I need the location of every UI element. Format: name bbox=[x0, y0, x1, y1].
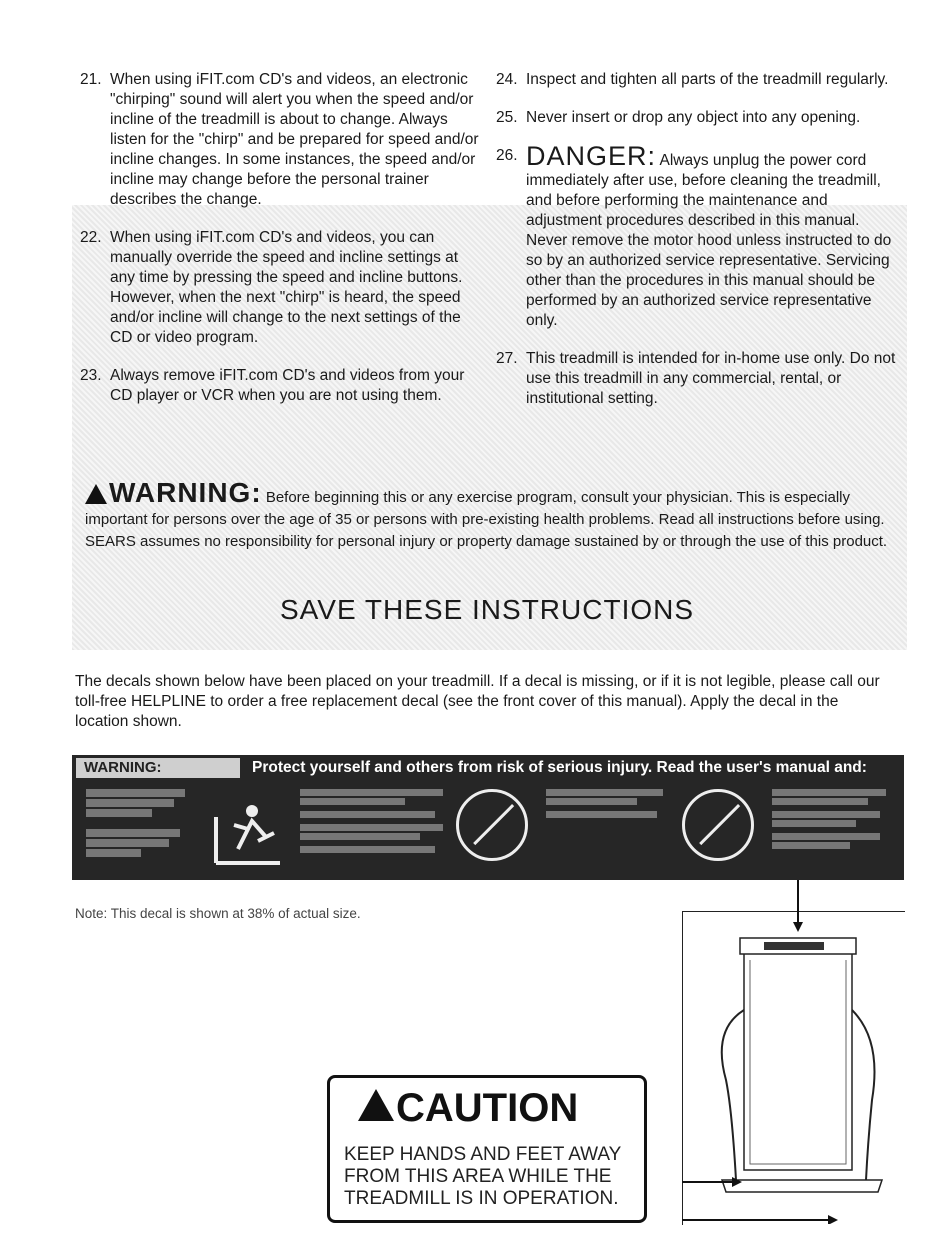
decal-intro-text: The decals shown below have been placed on your treadmill. If a decal is missing, or if it is not legible, please call our toll-free HELPLINE to order a free replacement decal (see the front cover of this manual). Apply the decal in the location shown. bbox=[75, 673, 880, 730]
instruction-number: 24. bbox=[496, 71, 518, 88]
treadmill-illustration bbox=[682, 880, 904, 1224]
instruction-number: 22. bbox=[80, 229, 102, 246]
instruction-item-23 bbox=[80, 366, 480, 406]
warning-decal-header bbox=[72, 755, 904, 781]
instruction-number: 25. bbox=[496, 109, 518, 126]
instructions-right-column bbox=[496, 70, 896, 427]
caution-title bbox=[358, 1086, 578, 1131]
decal-column-4 bbox=[772, 789, 892, 851]
decal-column-2 bbox=[300, 789, 450, 855]
instruction-text: When using iFIT.com CD's and videos, you can manually override the speed and incline settings at any time by pressing the speed and incline buttons. However, when the next "chirp" is heard, the speed and/or incline will change to the next settings of the CD or video program. bbox=[110, 229, 463, 346]
warning-triangle-icon bbox=[85, 484, 107, 504]
save-instructions-heading: SAVE THESE INSTRUCTIONS bbox=[280, 594, 695, 625]
instruction-item-26 bbox=[496, 141, 896, 331]
instruction-number: 21. bbox=[80, 71, 102, 88]
warning-decal-body bbox=[72, 785, 904, 877]
instruction-text: Inspect and tighten all parts of the treadmill regularly. bbox=[526, 71, 889, 88]
caution-line: FROM THIS AREA WHILE THE bbox=[344, 1166, 612, 1187]
instruction-item-22 bbox=[80, 228, 480, 348]
danger-text: Always unplug the power cord immediately after use, before cleaning the treadmill, and before performing the maintenance and adjustment procedures described in this manual. Never remove the motor hood unless instructed to do so by an authorized service representative. Servicing other than the procedures in this manual should be performed by an authorized service representative only. bbox=[526, 152, 892, 329]
decal-column-1 bbox=[86, 789, 196, 859]
danger-word: DANGER: bbox=[526, 141, 657, 171]
instruction-text bbox=[526, 141, 896, 331]
no-hands-icon bbox=[682, 789, 754, 861]
instruction-item-27 bbox=[496, 349, 896, 409]
instruction-item-25 bbox=[496, 108, 896, 128]
decal-size-note: Note: This decal is shown at 38% of actual size. bbox=[75, 906, 361, 921]
no-children-icon bbox=[456, 789, 528, 861]
caution-word: CAUTION bbox=[396, 1086, 579, 1130]
caution-line: KEEP HANDS AND FEET AWAY bbox=[344, 1144, 622, 1165]
warning-word: WARNING: bbox=[109, 477, 262, 508]
instructions-left-column bbox=[80, 70, 480, 424]
instruction-item-21 bbox=[80, 70, 480, 210]
warning-decal bbox=[72, 755, 904, 880]
warning-decal-title: Protect yourself and others from risk of serious injury. Read the user's manual and: bbox=[252, 759, 867, 776]
instruction-text: Never insert or drop any object into any opening. bbox=[526, 109, 861, 126]
instruction-text: Always remove iFIT.com CD's and videos from your CD player or VCR when you are not using them. bbox=[110, 367, 465, 404]
caution-line: TREADMILL IS IN OPERATION. bbox=[344, 1188, 619, 1209]
instruction-text: This treadmill is intended for in-home use only. Do not use this treadmill in any commercial, rental, or institutional setting. bbox=[526, 350, 896, 407]
warning-paragraph bbox=[85, 477, 905, 553]
instruction-number: 27. bbox=[496, 350, 518, 367]
falling-person-icon bbox=[208, 797, 288, 869]
warning-text: Before beginning this or any exercise program, consult your physician. This is especially important for persons over the age of 35 or persons with pre-existing health problems. Read all instructions before using. SEARS assumes no responsibility for personal injury or property damage sustained by or through the use of this product. bbox=[85, 489, 888, 550]
caution-triangle-icon bbox=[358, 1089, 394, 1121]
instruction-number: 26. bbox=[496, 147, 518, 164]
decal-column-3 bbox=[546, 789, 676, 820]
caution-decal bbox=[327, 1075, 647, 1223]
caution-text bbox=[344, 1144, 621, 1210]
warning-decal-label: WARNING: bbox=[76, 758, 240, 778]
instruction-item-24 bbox=[496, 70, 896, 90]
instruction-number: 23. bbox=[80, 367, 102, 384]
instruction-text: When using iFIT.com CD's and videos, an electronic "chirping" sound will alert you when the speed and/or incline of the treadmill is about to change. Always listen for the "chirp" and be prepared for speed and/or incline changes. In some instances, the speed and/or incline may change before the personal trainer describes the change. bbox=[110, 71, 479, 208]
